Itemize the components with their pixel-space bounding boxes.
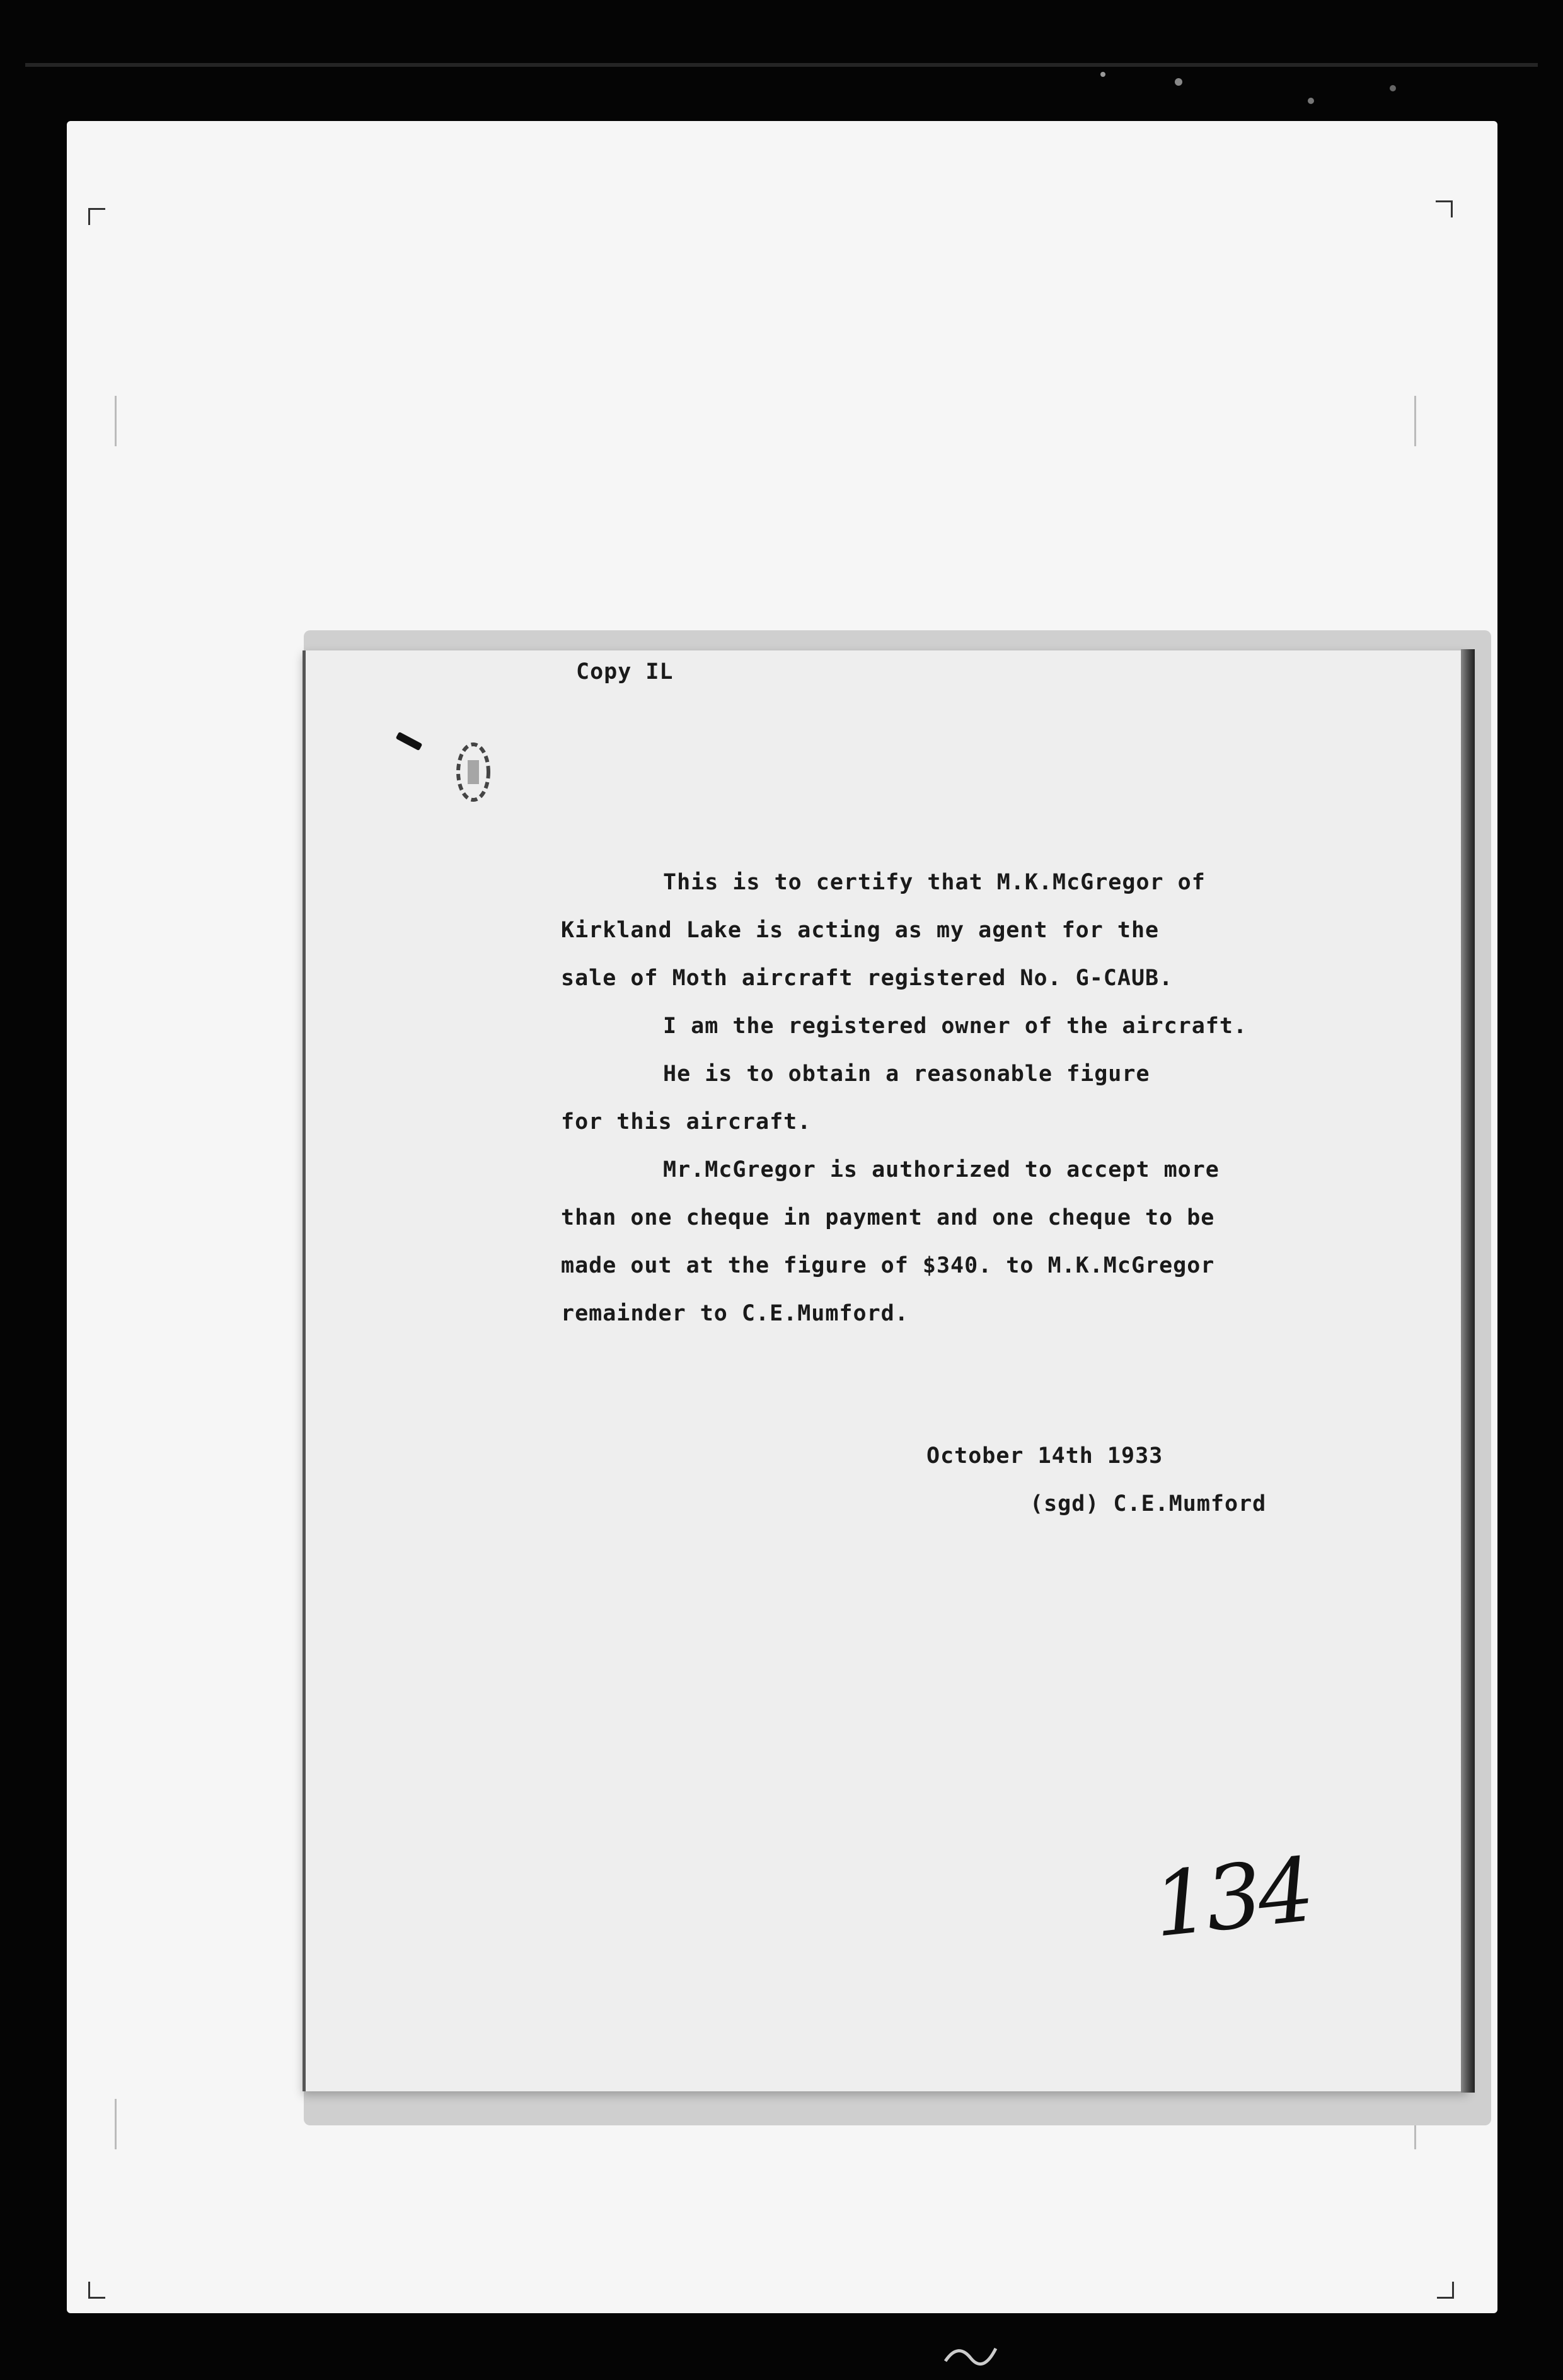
letter-line-7: Mr.McGregor is authorized to accept more — [663, 1157, 1220, 1182]
page-edge-shadow — [1461, 649, 1475, 2093]
crop-mark-bottom-left — [88, 2282, 105, 2299]
crop-mark-bottom-right — [1437, 2282, 1454, 2299]
crop-mark-top-left — [88, 208, 105, 225]
letter-line-1: This is to certify that M.K.McGregor of — [663, 870, 1206, 895]
copy-label: Copy IL — [576, 659, 674, 685]
letter-line-8: than one cheque in payment and one cheque to be — [561, 1205, 1215, 1230]
crop-mark-middle-left — [115, 396, 127, 446]
letter-line-4: I am the registered owner of the aircraft. — [663, 1014, 1248, 1039]
scribble-icon — [939, 2336, 1015, 2374]
letter-line-6: for this aircraft. — [561, 1109, 812, 1135]
letter-line-2: Kirkland Lake is acting as my agent for the — [561, 918, 1160, 943]
crop-mark-middle-right — [1404, 396, 1416, 446]
letter-line-5: He is to obtain a reasonable figure — [663, 1061, 1150, 1087]
letter-line-9: made out at the figure of $340. to M.K.McGregor — [561, 1253, 1215, 1278]
handwritten-folio-number: 134 — [1148, 1839, 1316, 1958]
letter-line-10: remainder to C.E.Mumford. — [561, 1301, 909, 1326]
letter-date: October 14th 1933 — [926, 1443, 1163, 1469]
crop-mark-lower-left — [115, 2099, 127, 2149]
film-edge-specks — [0, 0, 1563, 126]
stamp-icon — [451, 737, 495, 807]
letter-line-3: sale of Moth aircraft registered No. G-CAUB. — [561, 966, 1174, 991]
crop-mark-top-right — [1436, 200, 1453, 217]
letter-signature: (sgd) C.E.Mumford — [1030, 1491, 1267, 1516]
